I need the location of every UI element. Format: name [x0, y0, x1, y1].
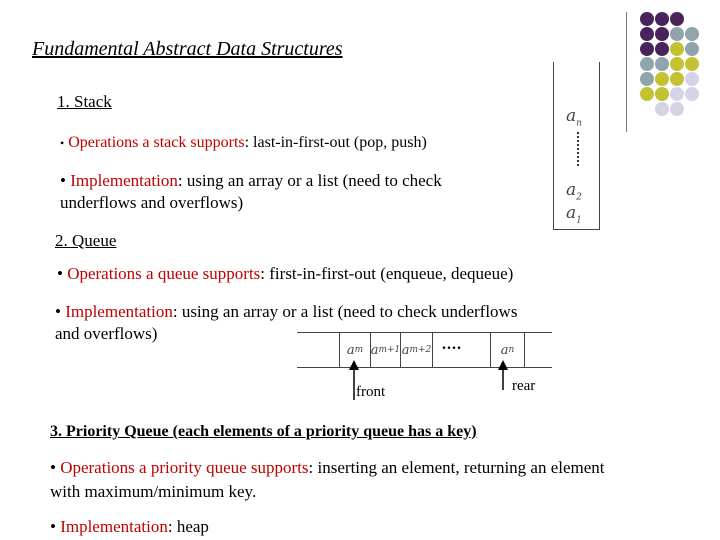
- stack-operations-label: Operations a stack supports: [68, 134, 245, 151]
- queue-cell-third: a m+2: [401, 342, 432, 358]
- decorative-dot: [655, 102, 669, 116]
- rear-label: rear: [512, 378, 536, 394]
- decorative-dot: [655, 27, 669, 41]
- stack-implementation-text: : using an array or a list (need to check: [177, 171, 442, 190]
- pq-implementation-text: : heap: [167, 517, 209, 536]
- bullet: •: [60, 171, 66, 190]
- queue-implementation-line-2: and overflows): [55, 324, 158, 343]
- bullet: •: [50, 517, 56, 536]
- decorative-dot: [640, 72, 654, 86]
- queue-cell-rear: a n: [500, 342, 515, 358]
- decorative-dot: [655, 57, 669, 71]
- stack-operations-line: [60, 134, 427, 152]
- decorative-dot: [640, 12, 654, 26]
- front-arrow: [348, 360, 360, 400]
- queue-implementation-line-1: [55, 302, 517, 322]
- stack-implementation-line-2: underflows and overflows): [60, 193, 244, 212]
- pq-operations-label: Operations a priority queue supports: [60, 458, 309, 477]
- stack-second-element: $a_2$: [566, 180, 582, 203]
- section-heading-stack: 1. Stack: [57, 92, 112, 111]
- decorative-dot: [685, 27, 699, 41]
- stack-top-element: $a_n$: [566, 106, 582, 129]
- decorative-dot: [670, 102, 684, 116]
- queue-implementation-text: : using an array or a list (need to check underflows: [172, 302, 518, 321]
- decorative-dot: [655, 12, 669, 26]
- decorative-dot: [685, 42, 699, 56]
- queue-operations-text: : first-in-first-out (enqueue, dequeue): [260, 264, 514, 283]
- queue-ellipsis: ....: [442, 336, 462, 353]
- pq-operations-line-1: [50, 458, 605, 478]
- bullet: •: [57, 264, 63, 283]
- rear-arrow: [497, 360, 509, 390]
- decorative-dot: [670, 72, 684, 86]
- pq-operations-text: : inserting an element, returning an element: [308, 458, 605, 477]
- decorative-dot-grid: [0, 0, 720, 140]
- decorative-dot: [670, 42, 684, 56]
- stack-implementation-line-1: [60, 171, 442, 191]
- stack-bottom-element: $a_1$: [566, 203, 582, 226]
- decorative-dot: [670, 87, 684, 101]
- bullet: •: [55, 302, 61, 321]
- decorative-dot: [685, 87, 699, 101]
- stack-operations-text: : last-in-first-out (pop, push): [244, 134, 427, 151]
- decorative-dot: [640, 57, 654, 71]
- decorative-dot: [685, 57, 699, 71]
- decorative-dot: [655, 42, 669, 56]
- pq-implementation-label: Implementation: [60, 517, 168, 536]
- stack-implementation-label: Implementation: [70, 171, 178, 190]
- decorative-dot: [640, 42, 654, 56]
- section-heading-queue: 2. Queue: [55, 231, 117, 250]
- decorative-dot: [685, 72, 699, 86]
- decorative-dot: [640, 27, 654, 41]
- decorative-dot: [640, 87, 654, 101]
- queue-implementation-label: Implementation: [65, 302, 173, 321]
- queue-cell-front: a m: [346, 342, 364, 358]
- queue-operations-line: [57, 264, 513, 284]
- decorative-dot: [670, 57, 684, 71]
- queue-cell-second: a m+1: [370, 342, 401, 358]
- pq-operations-line-2: with maximum/minimum key.: [50, 482, 257, 501]
- stack-diagram: [553, 62, 601, 232]
- front-label: front: [356, 384, 386, 400]
- decorative-dot: [655, 87, 669, 101]
- stack-ellipsis: [567, 132, 579, 166]
- decorative-dot: [655, 72, 669, 86]
- bullet: •: [60, 136, 65, 150]
- page-title: Fundamental Abstract Data Structures: [32, 38, 343, 60]
- pq-implementation-line: [50, 517, 209, 537]
- decorative-dot: [670, 27, 684, 41]
- section-heading-priority-queue: 3. Priority Queue (each elements of a priority queue has a key): [50, 423, 477, 440]
- queue-operations-label: Operations a queue supports: [67, 264, 261, 283]
- bullet: •: [50, 458, 56, 477]
- decorative-dot: [670, 12, 684, 26]
